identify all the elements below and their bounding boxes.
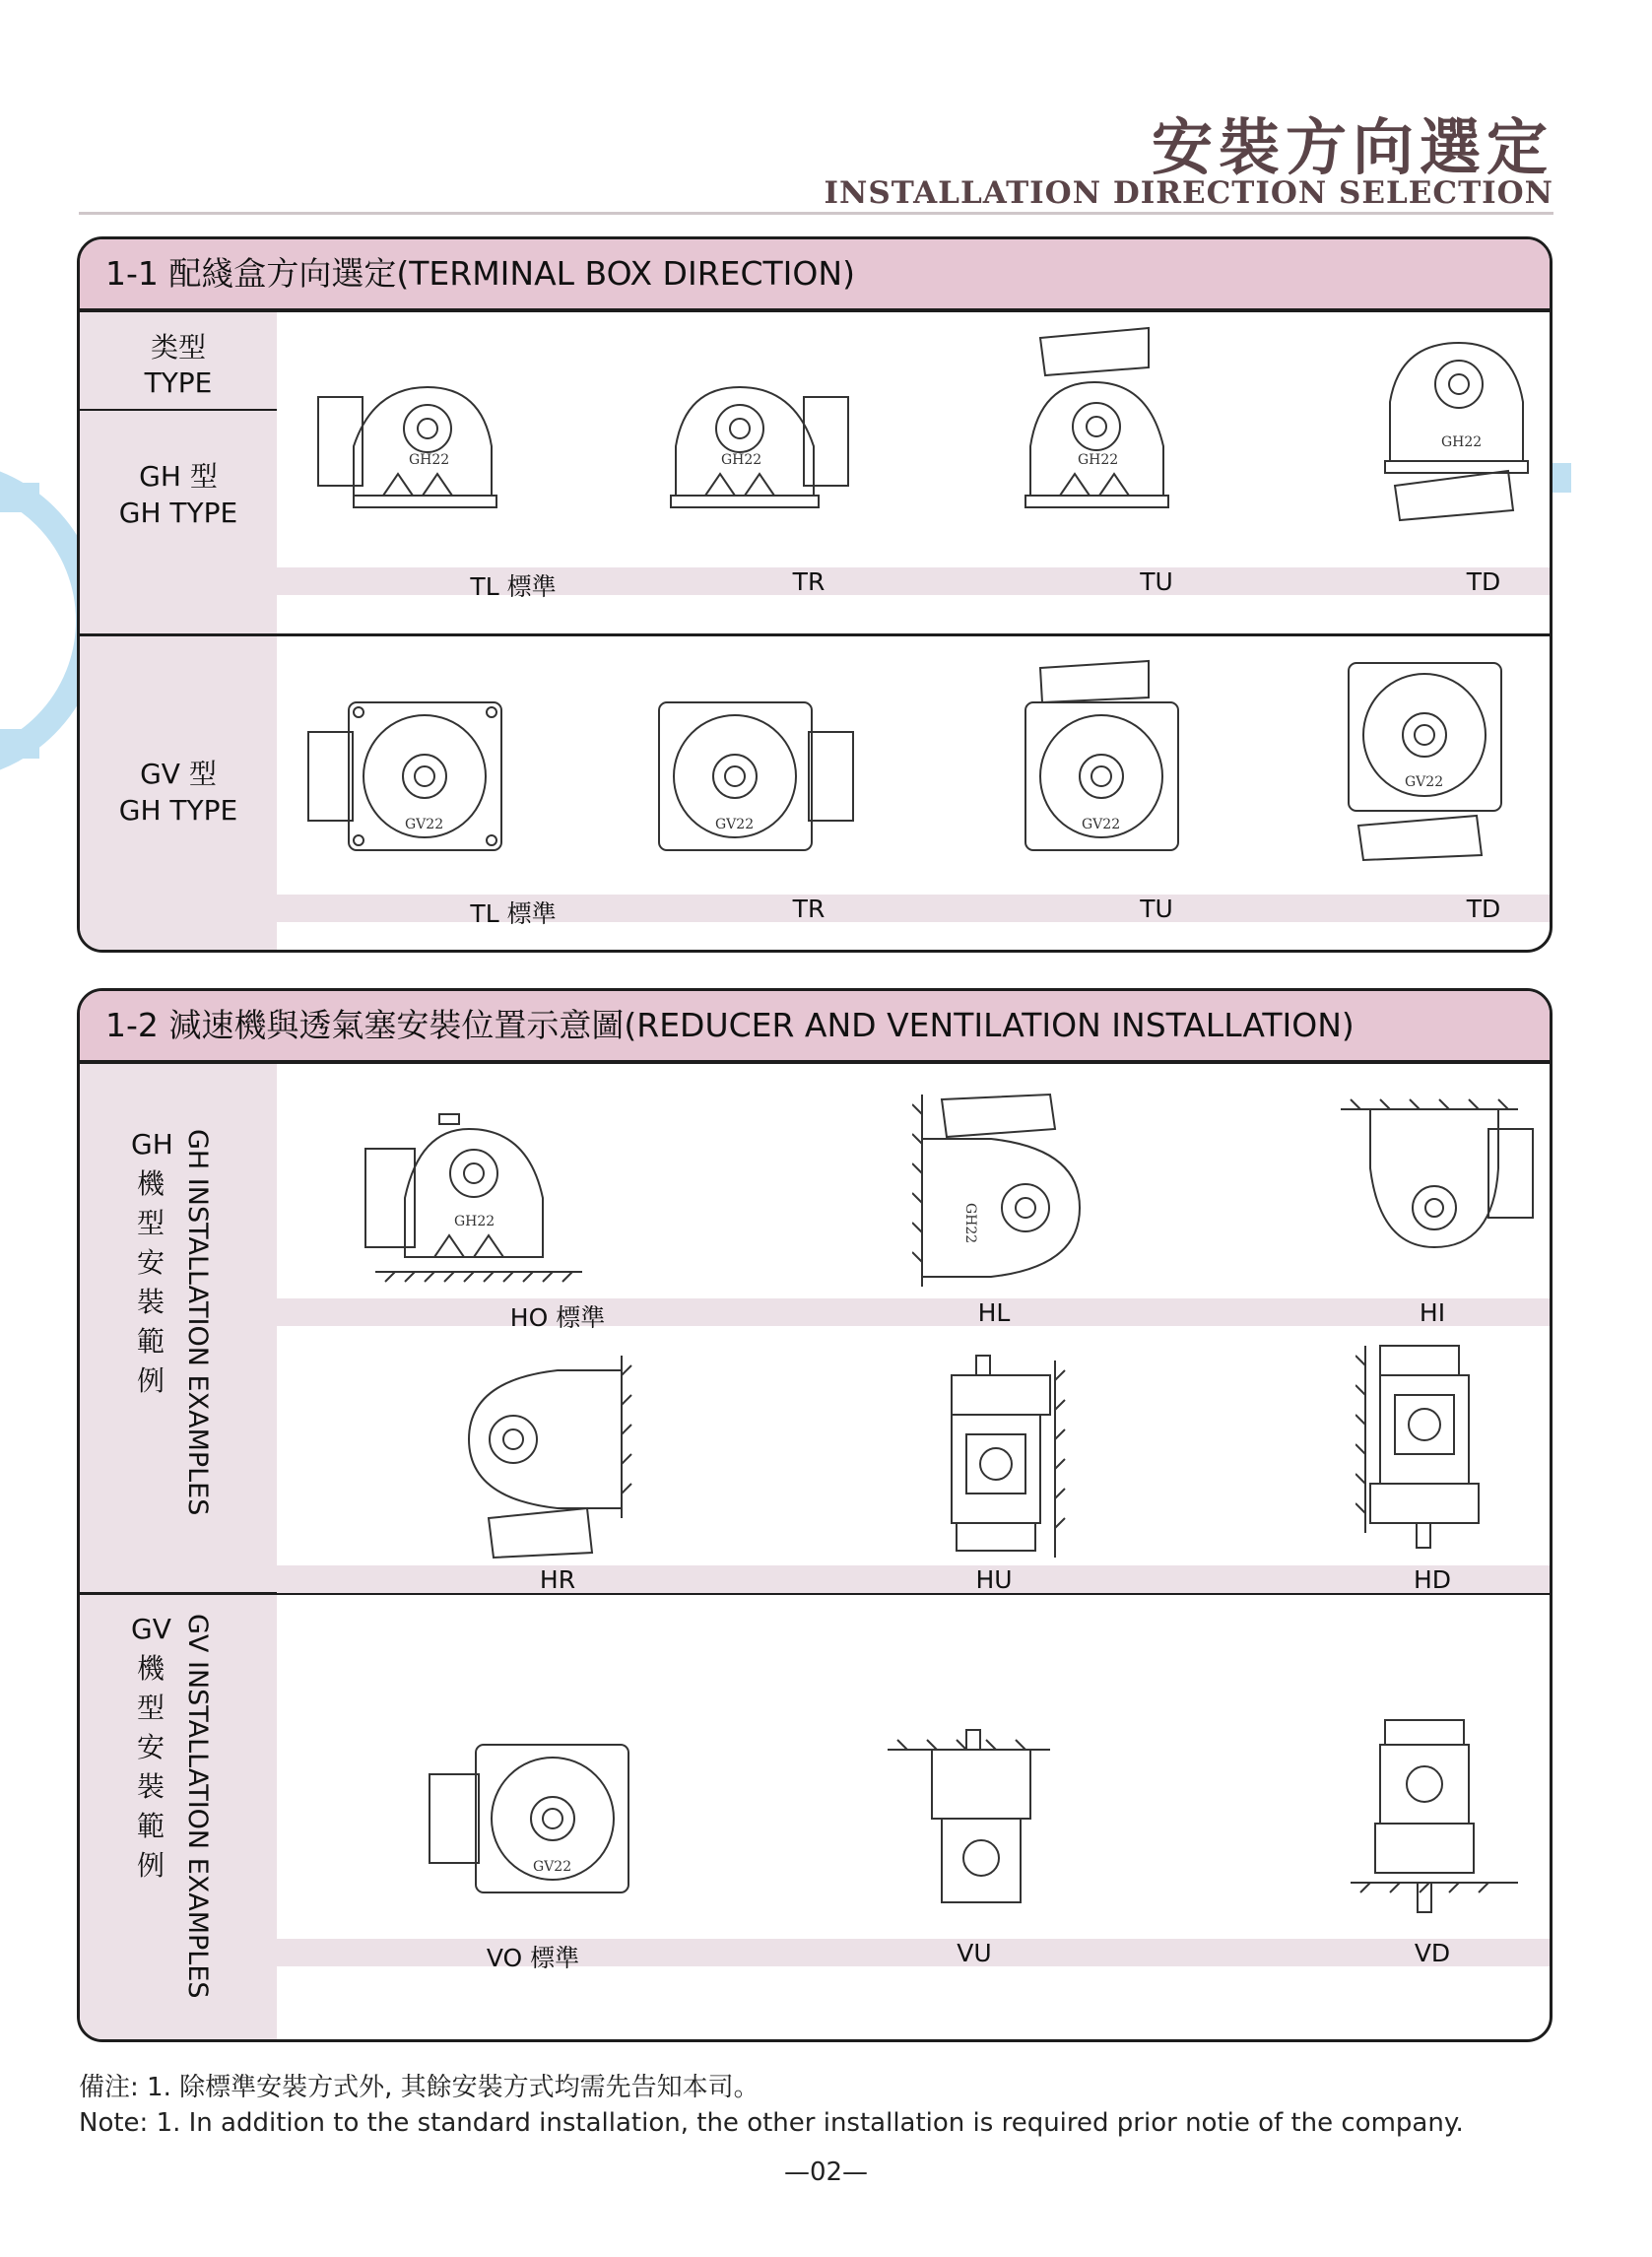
caption-vd: VD xyxy=(1414,1939,1451,1967)
svg-text:GH22: GH22 xyxy=(1078,452,1119,468)
gh-type-label-en: GH TYPE xyxy=(118,497,238,529)
type-label-en: TYPE xyxy=(144,366,213,399)
page-number: —02— xyxy=(783,2157,869,2187)
title-divider xyxy=(79,212,1553,215)
hi-install-drawing xyxy=(1341,1090,1553,1296)
hd-install-drawing xyxy=(1355,1336,1493,1562)
caption-hr: HR xyxy=(539,1565,576,1594)
terminal-box-panel xyxy=(77,236,1553,953)
gh-caption-tr: TR xyxy=(792,567,826,596)
gh-model-label: GH22 xyxy=(409,452,450,468)
section1-heading: 1-1 配綫盒方向選定(TERMINAL BOX DIRECTION) xyxy=(80,239,1550,312)
gv-model-label: GV22 xyxy=(405,817,444,832)
caption-hl: HL xyxy=(977,1298,1011,1327)
gv-type-label-en: GH TYPE xyxy=(118,794,238,827)
gv-tu-motor-drawing xyxy=(1001,653,1208,880)
gv-install-label-cn: GV 機 型 安 裝 範 例 xyxy=(131,1613,171,1882)
ho-install-drawing xyxy=(356,1109,592,1296)
caption-hu: HU xyxy=(975,1565,1013,1594)
caption-hd: HD xyxy=(1413,1565,1452,1594)
gh-caption-tu: TU xyxy=(1140,567,1173,596)
gv-tl-motor-drawing xyxy=(304,693,511,880)
gv-td-motor-drawing xyxy=(1329,658,1536,885)
section2-heading: 1-2 減速機與透氣塞安裝位置示意圖(REDUCER AND VENTILATION INSTALLATION) xyxy=(80,991,1550,1064)
caption-hi: HI xyxy=(1419,1298,1446,1327)
gh-tr-motor-drawing xyxy=(656,358,853,525)
page-subtitle: INSTALLATION DIRECTION SELECTION xyxy=(824,175,1553,211)
hl-install-drawing xyxy=(912,1090,1099,1296)
page-title: 安裝方向選定 xyxy=(1151,111,1553,183)
section2-sidebar xyxy=(80,1064,277,2042)
gv-caption-tu: TU xyxy=(1140,895,1173,923)
gh-install-label-en: GH INSTALLATION EXAMPLES xyxy=(182,1129,213,1516)
gh-type-label-cn: GH 型 xyxy=(139,460,218,493)
gh-install-label-cn: GH 機 型 安 裝 範 例 xyxy=(131,1128,173,1397)
installation-panel xyxy=(77,988,1553,2042)
hr-install-drawing xyxy=(459,1351,636,1562)
note-cn: 備注: 1. 除標準安裝方式外, 其餘安裝方式均需先告知本司。 xyxy=(79,2073,760,2102)
svg-text:GH22: GH22 xyxy=(1441,434,1483,450)
row-divider xyxy=(80,633,1550,636)
gv-caption-td: TD xyxy=(1466,895,1501,923)
gh-tl-motor-drawing xyxy=(314,358,511,525)
svg-text:GH22: GH22 xyxy=(962,1203,978,1244)
vu-install-drawing xyxy=(883,1715,1060,1922)
gv-caption-tr: TR xyxy=(792,895,826,923)
caption-vu: VU xyxy=(957,1939,992,1967)
watermark-gear-logo-left xyxy=(0,443,89,798)
svg-text:GH22: GH22 xyxy=(721,452,762,468)
svg-text:GV22: GV22 xyxy=(715,817,755,832)
gh-tu-motor-drawing xyxy=(1001,308,1198,525)
hu-install-drawing xyxy=(937,1351,1075,1562)
type-divider xyxy=(80,409,277,411)
caption-ho: HO 標準 xyxy=(509,1303,606,1332)
gh-td-motor-drawing xyxy=(1351,313,1548,540)
svg-text:GV22: GV22 xyxy=(1082,817,1121,832)
svg-text:GV22: GV22 xyxy=(533,1859,572,1875)
gv-caption-tl: TL 標準 xyxy=(470,899,557,928)
svg-text:GV22: GV22 xyxy=(1405,774,1444,790)
svg-text:GH22: GH22 xyxy=(454,1214,496,1229)
gh-caption-tl: TL 標準 xyxy=(470,572,557,601)
note-en: Note: 1. In addition to the standard installation, the other installation is required prior notie of the company. xyxy=(79,2108,1464,2138)
gv-install-label-en: GV INSTALLATION EXAMPLES xyxy=(182,1614,213,1999)
caption-vo: VO 標準 xyxy=(486,1944,580,1972)
vo-install-drawing xyxy=(425,1740,641,1927)
gv-type-label-cn: GV 型 xyxy=(140,758,217,790)
gv-tr-motor-drawing xyxy=(651,693,858,880)
vd-install-drawing xyxy=(1346,1715,1523,1922)
type-label-cn: 类型 xyxy=(150,331,206,364)
gh-caption-td: TD xyxy=(1466,567,1501,596)
